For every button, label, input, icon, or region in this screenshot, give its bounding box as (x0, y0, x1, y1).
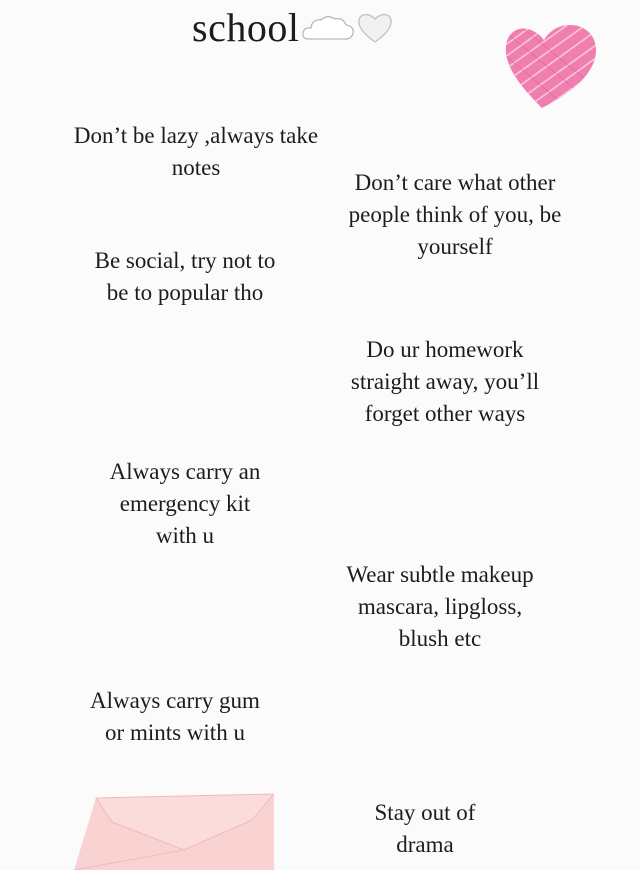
tip-line: be to popular tho (106, 280, 264, 305)
tip-line: with u (155, 523, 215, 548)
tip-line: Be social, try not to (94, 248, 276, 273)
tip-line: yourself (417, 234, 493, 259)
page-title: school (192, 5, 300, 50)
tip-line: people think of you, be (348, 202, 562, 227)
tip-line: forget other ways (364, 401, 526, 426)
pink-envelope-icon (74, 790, 274, 870)
tip-2 (330, 167, 580, 263)
tip-line: Don’t be lazy ,always take (73, 123, 319, 148)
tip-line: Wear subtle makeup (346, 562, 534, 587)
tip-line: Don’t care what other (354, 170, 556, 195)
tip-line: Always carry an (109, 459, 261, 484)
pink-heart-icon (500, 16, 600, 114)
tip-line: blush etc (398, 626, 482, 651)
tip-line: Always carry gum (90, 688, 260, 713)
tip-1 (50, 120, 342, 184)
tip-8 (330, 797, 520, 861)
tip-5 (75, 456, 295, 552)
tip-line: notes (171, 155, 221, 180)
tip-line: emergency kit (119, 491, 251, 516)
tip-4 (320, 334, 570, 430)
tip-3 (70, 245, 300, 309)
tip-line: or mints with u (105, 720, 245, 745)
tip-line: Do ur homework (366, 337, 524, 362)
title-row (192, 5, 393, 50)
white-heart-icon (357, 11, 393, 45)
tip-line: drama (396, 832, 454, 857)
tip-6 (310, 559, 570, 655)
tip-line: straight away, you’ll (350, 369, 540, 394)
tip-7 (60, 685, 290, 749)
cloud-icon (301, 14, 355, 42)
tip-line: Stay out of (374, 800, 476, 825)
tip-line: mascara, lipgloss, (357, 594, 523, 619)
